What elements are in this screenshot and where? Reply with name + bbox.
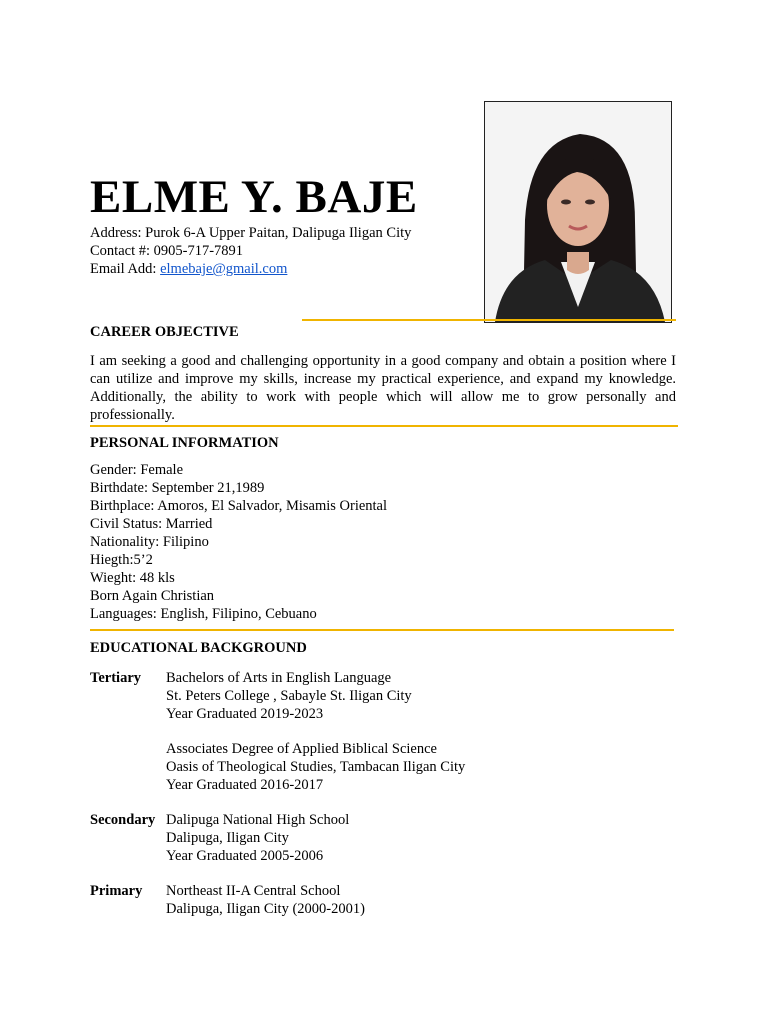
primary-label: Primary: [90, 883, 143, 899]
school-line: Northeast II-A Central School: [166, 883, 341, 899]
divider: [302, 319, 676, 321]
list-item: Birthplace: Amoros, El Salvador, Misamis Oriental: [90, 498, 388, 514]
email-label: Email Add:: [90, 261, 161, 277]
list-item: Hiegth:5’2: [90, 552, 153, 568]
email-link[interactable]: elmebaje@gmail.com: [160, 261, 288, 277]
location-line: Dalipuga, Iligan City: [166, 830, 289, 846]
list-item: Languages: English, Filipino, Cebuano: [90, 606, 317, 622]
career-objective-heading: CAREER OBJECTIVE: [90, 324, 239, 340]
school-line: Oasis of Theological Studies, Tambacan Iligan City: [166, 759, 466, 775]
personal-information-heading: PERSONAL INFORMATION: [90, 435, 279, 451]
year-line: Year Graduated 2019-2023: [166, 706, 324, 722]
secondary-details: [166, 811, 349, 865]
list-item: Born Again Christian: [90, 588, 215, 604]
list-item: Nationality: Filipino: [90, 534, 209, 550]
year-line: Year Graduated 2016-2017: [166, 777, 324, 793]
degree-line: Associates Degree of Applied Biblical Science: [166, 741, 437, 757]
portrait-illustration: [485, 102, 671, 322]
address-line: Address: Purok 6-A Upper Paitan, Dalipuga Iligan City: [90, 225, 412, 241]
contact-block: [90, 224, 411, 278]
divider: [90, 629, 674, 631]
list-item: Wieght: 48 kls: [90, 570, 175, 586]
list-item: Birthdate: September 21,1989: [90, 480, 265, 496]
profile-photo: [484, 101, 672, 323]
school-line: St. Peters College , Sabayle St. Iligan City: [166, 688, 412, 704]
school-line: Dalipuga National High School: [166, 812, 350, 828]
list-item: Gender: Female: [90, 462, 184, 478]
secondary-label: Secondary: [90, 812, 156, 828]
year-line: Year Graduated 2005-2006: [166, 848, 324, 864]
primary-details: [166, 882, 365, 918]
educational-background-heading: EDUCATIONAL BACKGROUND: [90, 640, 307, 656]
location-line: Dalipuga, Iligan City (2000-2001): [166, 901, 365, 917]
list-item: Civil Status: Married: [90, 516, 213, 532]
phone-line: Contact #: 0905-717-7891: [90, 243, 244, 259]
applicant-name: ELME Y. BAJE: [90, 171, 418, 223]
tertiary-label: Tertiary: [90, 670, 142, 686]
personal-info-list: [90, 461, 387, 623]
degree-line: Bachelors of Arts in English Language: [166, 670, 392, 686]
divider: [90, 425, 678, 427]
tertiary-details: [166, 669, 465, 794]
career-objective-text: I am seeking a good and challenging opportunity in a good company and obtain a position where I can utilize and improve my skills, increase my practical experience, and expand my knowledge. Additionally, the ability to work with people which will allow me to grow personally and professionally.: [90, 353, 676, 423]
email-line: [90, 260, 411, 278]
